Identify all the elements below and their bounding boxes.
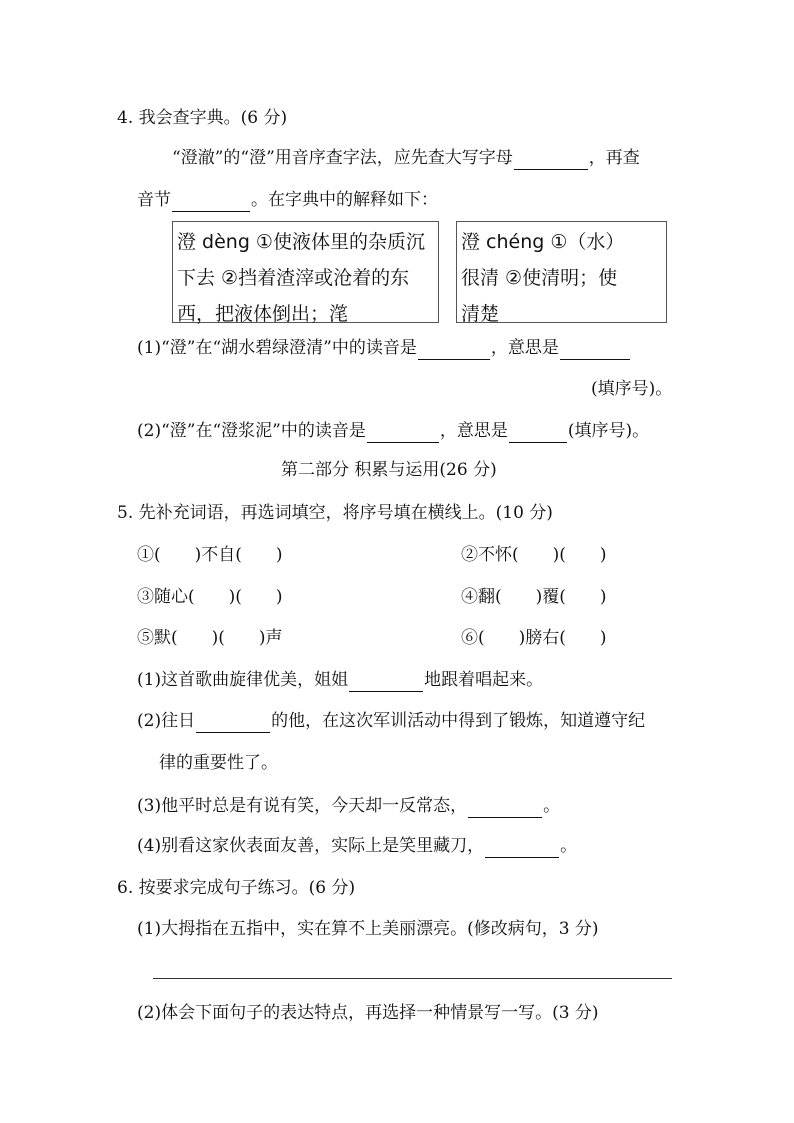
q4-sub2-text-b: ，意思是: [439, 421, 508, 441]
q5-option-3: ③随心( )( ): [137, 587, 283, 607]
q5-sub2-text-a: (2)往日: [137, 711, 196, 731]
q4-para1-text-b: ，再查: [588, 148, 640, 168]
entry-cheng-line-3: 清楚: [461, 303, 500, 325]
q6-sub2: (2)体会下面句子的表达特点，再选择一种情景写一写。(3 分): [137, 1003, 599, 1023]
q5-sub3-text-b: 。: [543, 796, 561, 816]
q4-para1-text-a: “澄澈”的“澄”用音序查字法，应先查大写字母: [172, 148, 513, 168]
dictionary-entry-deng: [172, 221, 439, 323]
answer-blank-q5-4[interactable]: [485, 839, 559, 858]
q5-option-1: ①( )不自( ): [137, 545, 283, 565]
entry-deng-line-1: 澄 dèng ①使液体里的杂质沉: [177, 231, 425, 253]
q4-sub1-suffix: (填序号)。: [591, 379, 673, 399]
q4-para2-text-a: 音节: [137, 190, 171, 210]
answer-blank-letter[interactable]: [514, 151, 588, 170]
q5-sub1-text-a: (1)这首歌曲旋律优美，姐姐: [137, 670, 349, 690]
q4-para-line2: [137, 188, 438, 212]
q5-sub2: [137, 709, 645, 733]
q5-option-6: ⑥( )膀右( ): [461, 628, 607, 648]
q4-para2-text-b: 。在字典中的解释如下：: [251, 190, 438, 210]
q4-sub2-text-a: (2)“澄”在“澄浆泥”中的读音是: [137, 421, 366, 441]
answer-line-q6-1[interactable]: [153, 978, 672, 979]
entry-deng-line-2: 下去 ②挡着渣滓或沧着的东: [177, 267, 410, 289]
q4-title: 4. 我会查字典。(6 分): [117, 108, 288, 128]
answer-blank-q5-1[interactable]: [349, 673, 423, 692]
entry-deng-line-3: 西，把液体倒出；滗: [177, 303, 349, 325]
q4-para-line1: [172, 146, 640, 170]
q5-sub1: [137, 668, 543, 692]
q4-sub1: [137, 336, 631, 360]
q5-sub4: [137, 834, 577, 858]
q4-sub2: [137, 419, 649, 443]
q5-option-5: ⑤默( )( )声: [137, 628, 283, 648]
q5-sub3: [137, 794, 560, 818]
answer-blank-reading-1[interactable]: [418, 341, 490, 360]
answer-blank-reading-2[interactable]: [367, 424, 439, 443]
q5-sub2-continued: 律的重要性了。: [159, 753, 278, 773]
q4-sub1-text-b: ，意思是: [490, 338, 559, 358]
answer-blank-meaning-1[interactable]: [560, 341, 630, 360]
q6-sub1: (1)大拇指在五指中，实在算不上美丽漂亮。(修改病句，3 分): [137, 919, 599, 939]
q5-sub1-text-b: 地跟着唱起来。: [424, 670, 544, 690]
q5-sub3-text-a: (3)他平时总是有说有笑，今天却一反常态，: [137, 796, 468, 816]
entry-cheng-line-1: 澄 chéng ①（水）: [461, 231, 625, 253]
answer-blank-q5-2[interactable]: [196, 714, 270, 733]
answer-blank-q5-3[interactable]: [468, 799, 542, 818]
q4-sub1-text-a: (1)“澄”在“湖水碧绿澄清”中的读音是: [137, 338, 417, 358]
answer-blank-meaning-2[interactable]: [509, 424, 567, 443]
q5-option-2: ②不怀( )( ): [461, 545, 607, 565]
dictionary-entry-cheng: [456, 221, 667, 323]
q5-sub4-text-a: (4)别看这家伙表面友善，实际上是笑里藏刀，: [137, 836, 485, 856]
q6-title: 6. 按要求完成句子练习。(6 分): [117, 878, 356, 898]
q5-title: 5. 先补充词语，再选词填空，将序号填在横线上。(10 分): [117, 503, 553, 523]
entry-cheng-line-2: 很清 ②使清明；使: [461, 267, 618, 289]
q4-sub2-text-c: (填序号)。: [567, 421, 650, 441]
part2-heading: 第二部分 积累与运用(26 分): [281, 460, 497, 480]
answer-blank-syllable[interactable]: [172, 193, 250, 212]
q5-sub2-text-b: 的他，在这次军训活动中得到了锻炼，知道遵守纪: [271, 711, 646, 731]
q5-sub4-text-b: 。: [560, 836, 578, 856]
q5-option-4: ④翻( )覆( ): [461, 587, 607, 607]
